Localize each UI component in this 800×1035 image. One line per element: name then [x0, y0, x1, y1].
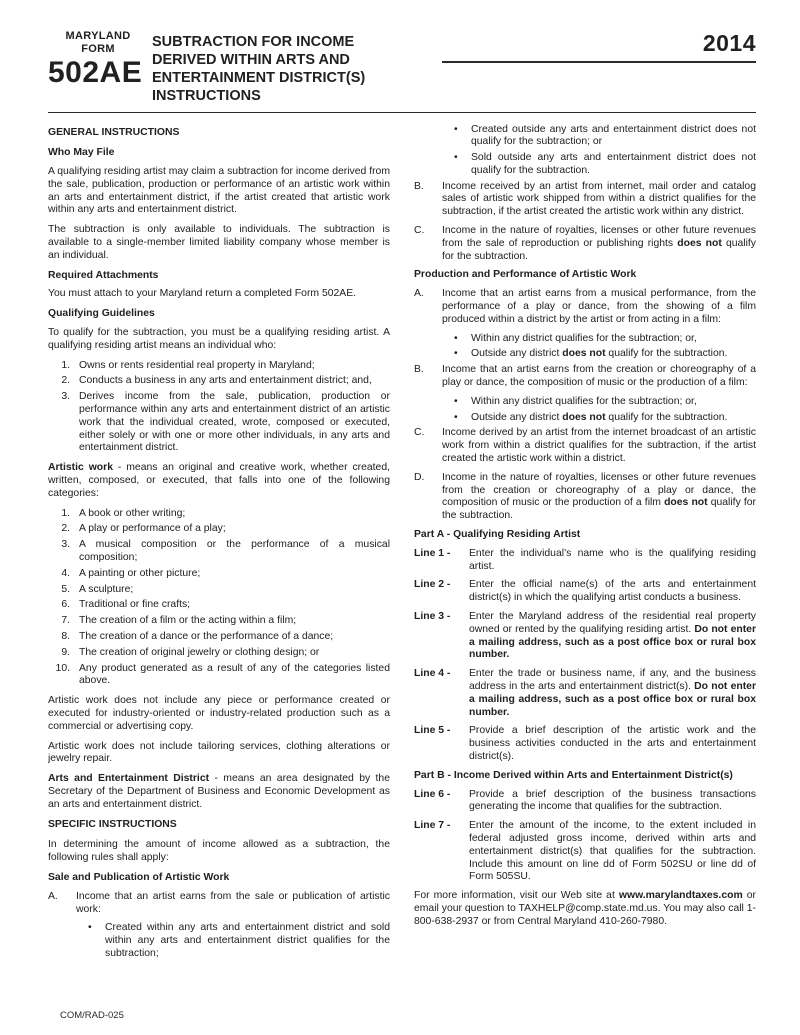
numbered-list — [48, 508, 390, 689]
text-run: Income in the nature of royalties, licenses or other future revenues from the sale of reproduction or publishing rights — [442, 225, 756, 249]
paragraph — [48, 773, 390, 811]
text-run: A qualifying residing artist may claim a subtraction for income derived from the sale, publication, production or performance of an artistic work within an arts and entertainment district, if the artist created that artistic work within any arts and entertainment district. — [48, 166, 390, 216]
text-run: Income derived by an artist from the internet broadcast of an artistic work from within a district qualifies for the subtraction, if the artist created the artistic work within a district. — [442, 427, 756, 465]
form-header — [48, 30, 756, 106]
text-run: Enter the amount of the income, to the extent included in federal adjusted gross income, derived within arts and entertainment district(s) that qualifies for the subtraction. Include this amount on line dd of Form 502SU or line dd of Form 505SU. — [469, 820, 756, 883]
item-number: 1. — [61, 359, 70, 371]
bullet-item — [454, 412, 756, 425]
item-text — [471, 396, 756, 409]
text-run: A book or other writing; — [79, 507, 186, 519]
line-label: Line 4 - — [414, 668, 451, 680]
text-run: Enter the official name(s) of the arts and entertainment district(s) in which the qualifying artist conducts a business. — [469, 579, 756, 604]
text-run: Part A - Qualifying Residing Artist — [414, 529, 581, 541]
text-run: Income in the nature of royalties, licenses or other future revenues from the creation or choreography of a play or dance, the composition of music or the production of a film — [442, 471, 756, 509]
line-label: Line 5 - — [414, 725, 451, 737]
line-instruction — [414, 579, 756, 605]
item-text — [79, 663, 390, 689]
section-heading — [414, 269, 756, 282]
text-run: A sculpture; — [79, 583, 134, 595]
bullet-marker: • — [454, 332, 458, 344]
text-run: The creation of original jewelry or clothing design; or — [79, 646, 320, 658]
bullet-item — [454, 333, 756, 346]
paragraph — [414, 890, 756, 928]
line-instruction — [414, 725, 756, 763]
bullet-marker: • — [454, 395, 458, 407]
text-run: Artistic work does not include any piece or performance created or executed for industry-oriented or industry-related production such as a commercial or advertising copy. — [48, 695, 390, 732]
form-footer — [48, 1010, 756, 1021]
numbered-item — [48, 584, 390, 597]
text-run: You must attach to your Maryland return a completed Form 502AE. — [48, 288, 357, 300]
item-text — [79, 539, 390, 565]
paragraph — [48, 166, 390, 217]
text-run: Within any district qualifies for the subtraction; or, — [471, 332, 697, 344]
item-number: 9. — [61, 646, 70, 658]
bullet-marker: • — [454, 152, 458, 164]
item-text — [79, 631, 390, 644]
form-agency-label: MARYLAND — [65, 30, 131, 42]
text-run: Income that an artist earns from the creation or choreography of a play or dance, the composition of music or the production of a film: — [442, 364, 756, 389]
item-text — [79, 615, 390, 628]
item-text — [471, 348, 756, 361]
text-run: Provide a brief description of the artistic work and the business activities conducted in the arts and entertainment district(s). — [469, 725, 756, 762]
section-heading — [48, 872, 390, 885]
text-run: Sale and Publication of Artistic Work — [48, 871, 230, 883]
numbered-item — [48, 375, 390, 388]
item-text — [469, 725, 756, 763]
item-text — [442, 288, 756, 326]
text-run: Enter the individual’s name who is the qualifying residing artist. — [469, 547, 756, 572]
item-text — [79, 584, 390, 597]
item-number: 4. — [61, 567, 70, 579]
text-run: - means an area designated by the Secretary of the Department of Business and Economic Development as an arts and entertainment district. — [48, 773, 390, 810]
line-label: Line 6 - — [414, 788, 451, 800]
line-label: Line 7 - — [414, 820, 451, 832]
form-number: 502AE — [48, 56, 143, 90]
text-run: Within any district qualifies for the subtraction; or, — [471, 395, 697, 407]
item-number: 10. — [55, 662, 70, 674]
item-text — [79, 360, 390, 373]
text-run: Created outside any arts and entertainment district does not qualify for the subtraction; or — [471, 123, 756, 148]
item-text — [469, 668, 756, 719]
text-run: does not — [562, 348, 606, 360]
numbered-item — [48, 360, 390, 373]
paragraph — [48, 327, 390, 353]
bullet-item — [454, 348, 756, 361]
item-text — [469, 579, 756, 605]
item-number: 2. — [61, 523, 70, 535]
bullet-item — [454, 152, 756, 178]
paragraph — [48, 224, 390, 262]
text-run: Created within any arts and entertainment district and sold within any arts and entertainment district qualifies for the subtraction; — [105, 922, 390, 959]
item-text — [442, 364, 756, 390]
item-text — [442, 225, 756, 263]
item-text — [79, 568, 390, 581]
item-text — [79, 523, 390, 536]
right-column — [414, 124, 756, 1011]
text-run: Arts and Entertainment District — [48, 773, 210, 785]
left-column — [48, 124, 390, 1011]
item-number: 5. — [61, 583, 70, 595]
lettered-item — [48, 891, 390, 917]
lettered-item — [414, 364, 756, 390]
item-text — [469, 611, 756, 662]
item-letter: C. — [414, 225, 425, 237]
numbered-item — [48, 599, 390, 612]
item-number: 6. — [61, 599, 70, 611]
item-text — [471, 333, 756, 346]
item-text — [79, 508, 390, 521]
text-run: does not — [677, 237, 722, 249]
line-label: Line 2 - — [414, 579, 451, 591]
item-text — [469, 820, 756, 884]
section-heading — [48, 147, 390, 160]
text-run: Provide a brief description of the business transactions generating the income that qualifies for the subtraction. — [469, 788, 756, 813]
section-heading — [48, 308, 390, 321]
section-heading — [414, 529, 756, 542]
text-run: Income that an artist earns from a musical performance, from the performance of a play or dance, from the showing of a film produced within a district by the artist or from acting in a film: — [442, 288, 756, 325]
text-run: Qualifying Guidelines — [48, 308, 155, 320]
section-heading — [48, 127, 390, 140]
text-run: qualify for the subtraction. — [605, 411, 728, 423]
bullet-item — [454, 396, 756, 409]
text-run: Sold outside any arts and entertainment district does not qualify for the subtraction. — [471, 152, 756, 176]
text-run: Income that an artist earns from the sale or publication of artistic work: — [76, 890, 390, 915]
text-run: Owns or rents residential real property in Maryland; — [79, 359, 315, 371]
item-letter: B. — [414, 180, 424, 192]
line-instruction — [414, 548, 756, 574]
item-text — [79, 647, 390, 660]
text-run: Conducts a business in any arts and entertainment district; and, — [79, 375, 372, 387]
text-run: Outside any district — [471, 348, 563, 360]
item-text — [105, 922, 390, 960]
numbered-item — [48, 631, 390, 644]
item-number: 1. — [61, 507, 70, 519]
bullet-item — [454, 124, 756, 150]
item-text — [471, 412, 756, 425]
numbered-item — [48, 523, 390, 536]
form-id-block — [48, 30, 148, 90]
item-number: 3. — [61, 391, 70, 403]
text-run: SPECIFIC INSTRUCTIONS — [48, 818, 177, 830]
paragraph — [48, 839, 390, 865]
text-run: Enter the Maryland address of the residential real property owned or rented by the qualifying residing artist. — [469, 611, 756, 635]
item-number: 7. — [61, 615, 70, 627]
item-letter: C. — [414, 427, 425, 439]
year-block — [442, 30, 756, 63]
section-heading — [48, 270, 390, 283]
numbered-item — [48, 568, 390, 581]
text-run: A musical composition or the performance of a musical composition; — [79, 539, 390, 564]
paragraph — [48, 695, 390, 733]
text-run: The creation of a dance or the performance of a dance; — [79, 631, 334, 642]
bullet-item — [88, 922, 390, 960]
text-run: Artistic work — [48, 462, 113, 474]
item-number: 3. — [61, 539, 70, 551]
lettered-item — [414, 181, 756, 219]
numbered-item — [48, 539, 390, 565]
item-letter: A. — [48, 890, 58, 902]
item-letter: B. — [414, 364, 424, 376]
item-text — [442, 472, 756, 523]
paragraph — [48, 741, 390, 767]
text-run: Any product generated as a result of any of the categories listed above. — [79, 662, 390, 687]
form-title: SUBTRACTION FOR INCOME DERIVED WITHIN ARTS AND ENTERTAINMENT DISTRICT(S) INSTRUCTIONS — [152, 34, 366, 105]
line-label: Line 3 - — [414, 611, 451, 622]
numbered-item — [48, 663, 390, 689]
text-run: Who May File — [48, 147, 115, 159]
text-run: GENERAL INSTRUCTIONS — [48, 126, 180, 138]
lettered-item — [414, 472, 756, 523]
text-run: For more information, visit our Web site at — [414, 890, 619, 902]
paragraph — [48, 288, 390, 301]
bullet-marker: • — [454, 348, 458, 360]
item-text — [76, 891, 390, 917]
bullet-marker: • — [454, 123, 458, 135]
text-run: www.marylandtaxes.com — [618, 890, 743, 902]
text-run: Derives income from the sale, publication, production or performance within any arts and entertainment district of an artistic work that the individual created, wrote, composed or executed, either solely or with one or more other individuals, in any arts and entertainment district. — [79, 391, 390, 454]
text-run: Required Attachments — [48, 269, 159, 281]
item-text — [469, 548, 756, 574]
text-run: qualify for the subtraction. — [605, 348, 728, 360]
item-text — [79, 375, 390, 388]
line-instruction — [414, 789, 756, 815]
header-divider — [48, 112, 756, 113]
text-run: does not — [562, 411, 606, 423]
two-column-body — [48, 124, 756, 1011]
text-run: The subtraction is only available to individuals. The subtraction is available to a single-member limited liability company whose member is an individual. — [48, 224, 390, 261]
text-run: Enter the trade or business name, if any, and the business address in the arts and entertainment district(s). — [469, 668, 756, 692]
item-text — [442, 427, 756, 465]
bullet-marker: • — [454, 411, 458, 423]
text-run: Do not enter a mailing address, such as a post office box or rural box number. — [469, 623, 756, 661]
lettered-item — [414, 225, 756, 263]
form-word-label: FORM — [81, 42, 115, 55]
paragraph — [48, 462, 390, 500]
text-run: Production and Performance of Artistic Work — [414, 269, 637, 281]
text-run: - means an original and creative work, whether created, written, composed, or executed, that falls into one of the following categories: — [48, 462, 390, 499]
text-run: A painting or other picture; — [79, 567, 201, 579]
bullet-marker: • — [88, 922, 92, 934]
text-run: or email your question to TAXHELP@comp.state.md.us. You may also call 1-800-638-2937 or from Central Maryland 410-260-7980. — [414, 890, 756, 927]
item-letter: D. — [414, 471, 425, 483]
numbered-list — [48, 360, 390, 456]
item-number: 2. — [61, 375, 70, 387]
text-run: Artistic work does not include tailoring services, clothing alterations or jewelry repair. — [48, 740, 390, 765]
form-footer-code: COM/RAD-025 — [60, 1010, 124, 1021]
text-run: does not — [664, 497, 708, 509]
item-text — [79, 391, 390, 455]
text-run: Outside any district — [471, 411, 563, 423]
item-text — [79, 599, 390, 612]
item-text — [471, 124, 756, 150]
line-instruction — [414, 668, 756, 719]
line-instruction — [414, 820, 756, 884]
item-number: 8. — [61, 631, 70, 642]
numbered-item — [48, 508, 390, 521]
text-run: Traditional or fine crafts; — [79, 599, 191, 611]
item-text — [442, 181, 756, 219]
text-run: In determining the amount of income allowed as a subtraction, the following rules shall apply: — [48, 839, 390, 864]
lettered-item — [414, 427, 756, 465]
numbered-item — [48, 615, 390, 628]
text-run: Part B - Income Derived within Arts and Entertainment District(s) — [414, 769, 733, 781]
numbered-item — [48, 391, 390, 455]
text-run: The creation of a film or the acting within a film; — [79, 615, 297, 627]
section-heading — [414, 770, 756, 783]
text-run: A play or performance of a play; — [79, 523, 226, 535]
lettered-item — [414, 288, 756, 326]
text-run: Income received by an artist from internet, mail order and catalog sales of artistic work shipped from within a district qualifies for the subtraction, if the artist created the artistic work within any district. — [442, 180, 756, 218]
text-run: Do not enter a mailing address, such as a post office box or rural box number. — [469, 680, 756, 718]
text-run: qualify for the subtraction. — [442, 237, 756, 262]
section-heading — [48, 819, 390, 832]
numbered-item — [48, 647, 390, 660]
item-text — [469, 789, 756, 815]
line-instruction — [414, 611, 756, 662]
tax-year: 2014 — [702, 30, 756, 56]
line-label: Line 1 - — [414, 547, 451, 559]
item-letter: A. — [414, 288, 424, 300]
text-run: qualify for the subtraction. — [442, 497, 756, 522]
item-text — [471, 152, 756, 178]
text-run: To qualify for the subtraction, you must be a qualifying residing artist. A qualifying residing artist means an individual who: — [48, 327, 390, 351]
